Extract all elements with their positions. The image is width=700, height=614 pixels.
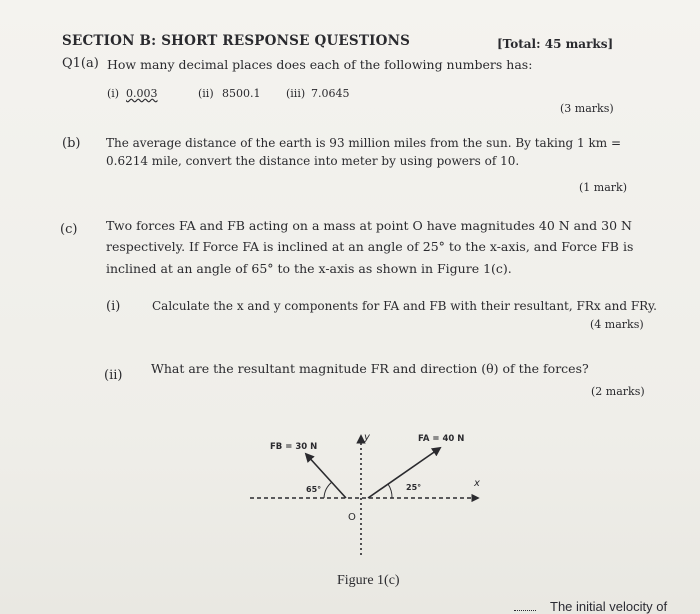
q1a-item-ii-num: (ii) <box>198 87 214 100</box>
footer-text: The initial velocity of <box>550 599 668 614</box>
q1c-line3: inclined at an angle of 65° to the x-axis as shown in Figure 1(c). <box>106 261 512 276</box>
q1c-line1: Two forces FA and FB acting on a mass at point O have magnitudes 40 N and 30 N <box>106 218 632 233</box>
figure-caption: Figure 1(c) <box>337 573 400 588</box>
q1c-label: (c) <box>60 222 78 237</box>
q1c-line2: respectively. If Force FA is inclined at an angle of 25° to the x-axis, and Force FB is <box>106 239 634 254</box>
q1a-item-iii-value: 7.0645 <box>311 87 350 100</box>
q1c-ii-num: (ii) <box>104 368 123 383</box>
q1c-i-text: Calculate the x and y components for FA and FB with their resultant, FRx and FRy. <box>152 299 657 313</box>
next-question-cropped <box>514 599 700 614</box>
fa-label: FA = 40 N <box>418 434 465 444</box>
angle-b-label: 65° <box>306 485 322 494</box>
q1c-ii-marks: (2 marks) <box>591 385 645 398</box>
angle-arc-b <box>324 482 332 498</box>
q1a-label: Q1(a) <box>62 56 99 71</box>
q1c-i-num: (i) <box>106 299 121 314</box>
q1a-item-ii-value: 8500.1 <box>222 87 261 100</box>
q1a-item-i-value: 0.003 <box>126 87 158 100</box>
q1c-ii-text: What are the resultant magnitude FR and direction (θ) of the forces? <box>151 361 589 376</box>
force-diagram <box>240 420 500 560</box>
q1b-line2: 0.6214 mile, convert the distance into meter by using powers of 10. <box>106 154 520 168</box>
q1a-marks: (3 marks) <box>560 102 614 115</box>
section-title: SECTION B: SHORT RESPONSE QUESTIONS <box>62 33 411 49</box>
q1a-text: How many decimal places does each of the following numbers has: <box>107 57 533 72</box>
q1b-line1: The average distance of the earth is 93 million miles from the sun. By taking 1 km = <box>106 136 622 150</box>
angle-a-label: 25° <box>406 483 422 492</box>
total-marks: [Total: 45 marks] <box>497 37 614 51</box>
q1c-i-marks: (4 marks) <box>590 318 644 331</box>
q1b-label: (b) <box>62 136 81 151</box>
fa-vector <box>368 448 440 498</box>
q1a-item-i-num: (i) <box>107 87 120 100</box>
origin-label: O <box>348 512 356 523</box>
x-axis-label: x <box>474 478 480 489</box>
q1a-item-iii-num: (iii) <box>286 87 306 100</box>
y-axis-label: y <box>364 432 370 443</box>
fb-label: FB = 30 N <box>270 442 318 452</box>
angle-arc-a <box>388 484 392 498</box>
q1b-marks: (1 mark) <box>579 181 627 194</box>
